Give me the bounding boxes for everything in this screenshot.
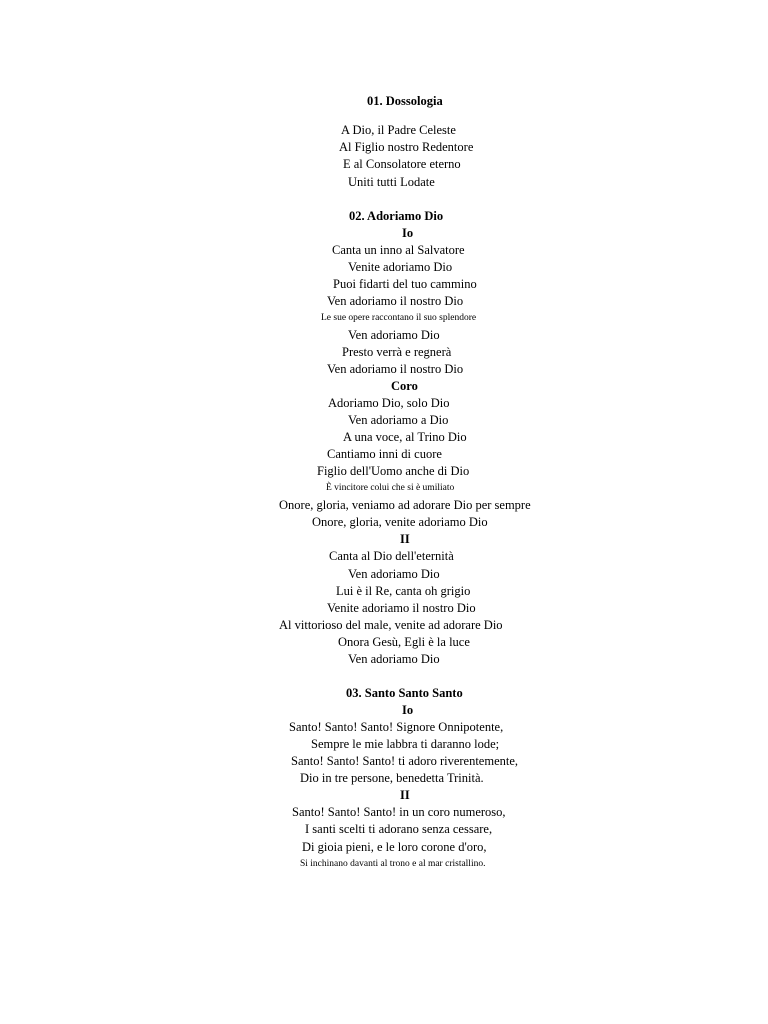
lyric-line: Cantiamo inni di cuore (327, 447, 442, 461)
chorus-label: Coro (391, 379, 418, 393)
lyric-line: Santo! Santo! Santo! in un coro numeroso, (292, 805, 506, 819)
verse-label: Io (402, 703, 414, 717)
lyric-line: Venite adoriamo il nostro Dio (327, 601, 476, 615)
lyric-line: Ven adoriamo il nostro Dio (327, 294, 464, 308)
verse-label: Io (402, 226, 414, 240)
lyric-line: Presto verrà e regnerà (342, 345, 452, 359)
lyric-line: Puoi fidarti del tuo cammino (333, 277, 477, 291)
lyric-line: A una voce, al Trino Dio (343, 430, 467, 444)
lyric-line: Si inchinano davanti al trono e al mar cristallino. (300, 859, 486, 869)
lyric-line: Le sue opere raccontano il suo splendore (321, 313, 477, 323)
lyric-line: Ven adoriamo Dio (348, 328, 440, 342)
lyric-line: Onore, gloria, veniamo ad adorare Dio per sempre (279, 498, 531, 512)
verse-label: II (400, 532, 410, 546)
lyric-line: Onore, gloria, venite adoriamo Dio (312, 515, 488, 529)
lyric-line: E al Consolatore eterno (343, 157, 461, 171)
lyric-line: È vincitore colui che si è umiliato (326, 483, 455, 493)
lyric-line: Ven adoriamo a Dio (348, 413, 449, 427)
lyric-line: Ven adoriamo Dio (348, 652, 440, 666)
song-title: 03. Santo Santo Santo (346, 686, 463, 700)
lyric-line: Onora Gesù, Egli è la luce (338, 635, 470, 649)
lyric-line: Canta un inno al Salvatore (332, 243, 465, 257)
lyric-line: Adoriamo Dio, solo Dio (328, 396, 450, 410)
lyric-line: Canta al Dio dell'eternità (329, 549, 454, 563)
lyric-line: I santi scelti ti adorano senza cessare, (305, 822, 493, 836)
lyric-line: Al vittorioso del male, venite ad adorare Dio (279, 618, 503, 632)
lyric-line: A Dio, il Padre Celeste (341, 123, 456, 137)
lyric-line: Sempre le mie labbra ti daranno lode; (311, 737, 500, 751)
song-title: 02. Adoriamo Dio (349, 209, 444, 223)
verse-label: II (400, 788, 410, 802)
lyric-line: Figlio dell'Uomo anche di Dio (317, 464, 470, 478)
lyric-line: Ven adoriamo il nostro Dio (327, 362, 464, 376)
lyric-line: Venite adoriamo Dio (348, 260, 453, 274)
lyric-line: Dio in tre persone, benedetta Trinità. (300, 771, 484, 785)
lyric-line: Santo! Santo! Santo! ti adoro riverentemente, (291, 754, 519, 768)
lyric-line: Di gioia pieni, e le loro corone d'oro, (302, 840, 487, 854)
lyric-line: Uniti tutti Lodate (348, 175, 435, 189)
song-title: 01. Dossologia (367, 94, 443, 108)
lyric-line: Ven adoriamo Dio (348, 567, 440, 581)
lyric-line: Santo! Santo! Santo! Signore Onnipotente, (289, 720, 504, 734)
lyric-line: Al Figlio nostro Redentore (339, 140, 474, 154)
lyric-line: Lui è il Re, canta oh grigio (336, 584, 471, 598)
